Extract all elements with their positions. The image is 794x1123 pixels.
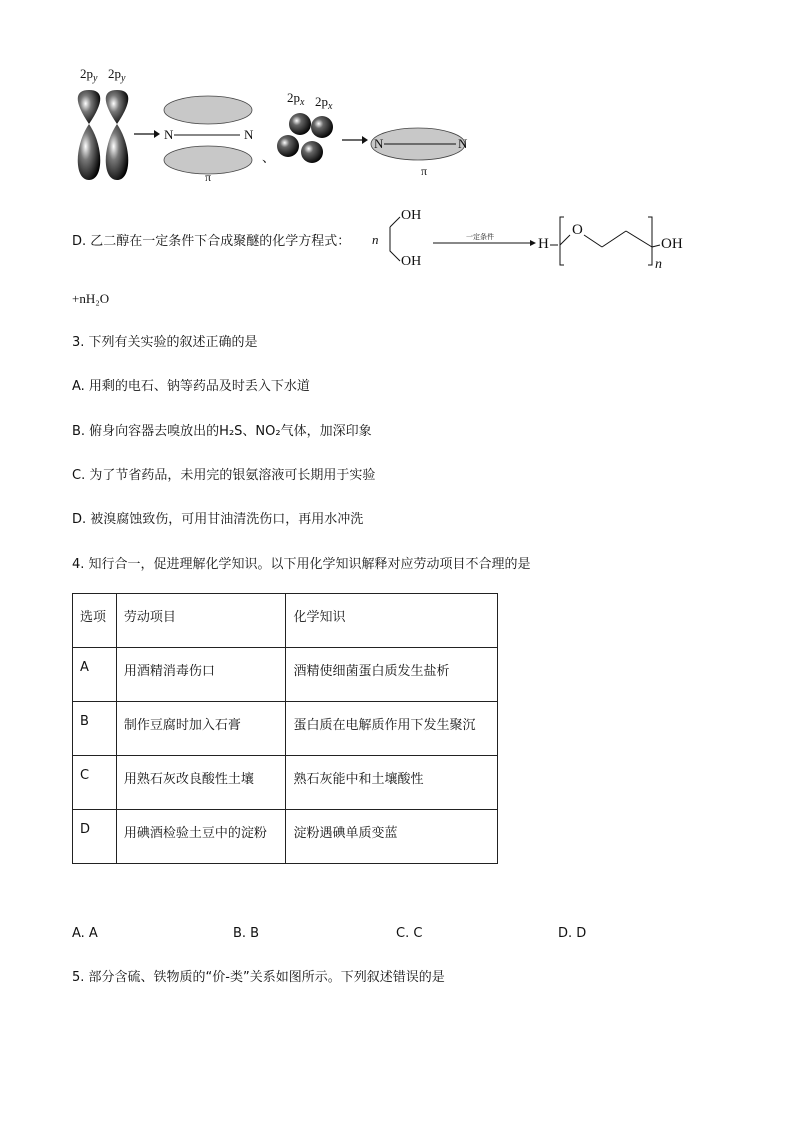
pi-label-2: π: [421, 164, 428, 178]
table-cell: 淀粉遇碘单质变蓝: [286, 810, 498, 864]
product-h: H: [538, 236, 549, 252]
table-cell: B: [73, 702, 117, 756]
atom-n-right: N: [244, 127, 254, 142]
table-header-cell: 选项: [73, 594, 117, 648]
q3-option-c: C. 为了节省药品，未用完的银氨溶液可长期用于实验: [72, 468, 376, 483]
arrow-condition-label: 一定条件: [466, 233, 494, 241]
equation-figure: [370, 205, 700, 275]
table-cell: 用碘酒检验土豆中的淀粉: [116, 810, 286, 864]
q4-stem: 4. 知行合一，促进理解化学知识。以下用化学知识解释对应劳动项目不合理的是: [72, 557, 531, 572]
table-cell: 蛋白质在电解质作用下发生聚沉: [286, 702, 498, 756]
atom-n-left: N: [164, 127, 174, 142]
orbital-label-px-2: $2p_x$: [315, 94, 333, 112]
atom-n-left-2: N: [374, 136, 384, 151]
q3-option-b: B. 俯身向容器去嗅放出的H₂S、NO₂气体，加深印象: [72, 424, 372, 439]
table-cell: 用熟石灰改良酸性土壤: [116, 756, 286, 810]
q4-table: [72, 593, 498, 864]
q3-option-d: D. 被溴腐蚀致伤，可用甘油清洗伤口，再用水冲洗: [72, 512, 364, 527]
answer-choice-c[interactable]: C. C: [396, 926, 423, 941]
product-o: O: [572, 222, 583, 238]
q5-stem: 5. 部分含硫、铁物质的“价-类”关系如图所示。下列叙述错误的是: [72, 970, 445, 985]
separator-comma: 、: [262, 151, 276, 166]
table-cell: 熟石灰能中和土壤酸性: [286, 756, 498, 810]
table-cell: 酒精使细菌蛋白质发生盐析: [286, 648, 498, 702]
answer-choice-d[interactable]: D. D: [558, 926, 587, 941]
orbital-label-px-1: $2p_x$: [287, 90, 305, 108]
table-cell: 用酒精消毒伤口: [116, 648, 286, 702]
orbital-diagram-svg: [72, 62, 492, 187]
table-header-cell: 劳动项目: [116, 594, 286, 648]
table-row: [73, 810, 498, 864]
product-oh: OH: [661, 236, 683, 252]
table-row: [73, 648, 498, 702]
option-d-continuation: +nH₂O: [72, 291, 110, 306]
reactant-n: n: [372, 232, 379, 247]
table-cell: A: [73, 648, 117, 702]
table-header-cell: 化学知识: [286, 594, 498, 648]
answer-choice-b[interactable]: B. B: [233, 926, 260, 941]
reactant-oh-bottom: OH: [401, 254, 422, 269]
py-orbital-right: [106, 90, 129, 180]
table-row: [73, 756, 498, 810]
orbital-figure: [72, 62, 492, 187]
table-row: [73, 702, 498, 756]
q3-option-a: A. 用剩的电石、钠等药品及时丢入下水道: [72, 379, 310, 394]
orbital-label-py-2: $2p_y$: [108, 66, 126, 84]
table-cell: 制作豆腐时加入石膏: [116, 702, 286, 756]
q3-stem: 3. 下列有关实验的叙述正确的是: [72, 335, 258, 350]
reactant-oh-top: OH: [401, 208, 422, 223]
pi-label-1: π: [205, 170, 212, 184]
table-cell: C: [73, 756, 117, 810]
option-d-text: D. 乙二醇在一定条件下合成聚醚的化学方程式：: [72, 234, 351, 249]
product-subscript-n: n: [655, 257, 662, 272]
py-orbital-left: [78, 90, 101, 180]
table-cell: D: [73, 810, 117, 864]
orbital-label-py-1: $2p_y$: [80, 66, 98, 84]
atom-n-right-2: N: [458, 136, 468, 151]
table-header-row: [73, 594, 498, 648]
answer-choice-a[interactable]: A. A: [72, 926, 98, 941]
